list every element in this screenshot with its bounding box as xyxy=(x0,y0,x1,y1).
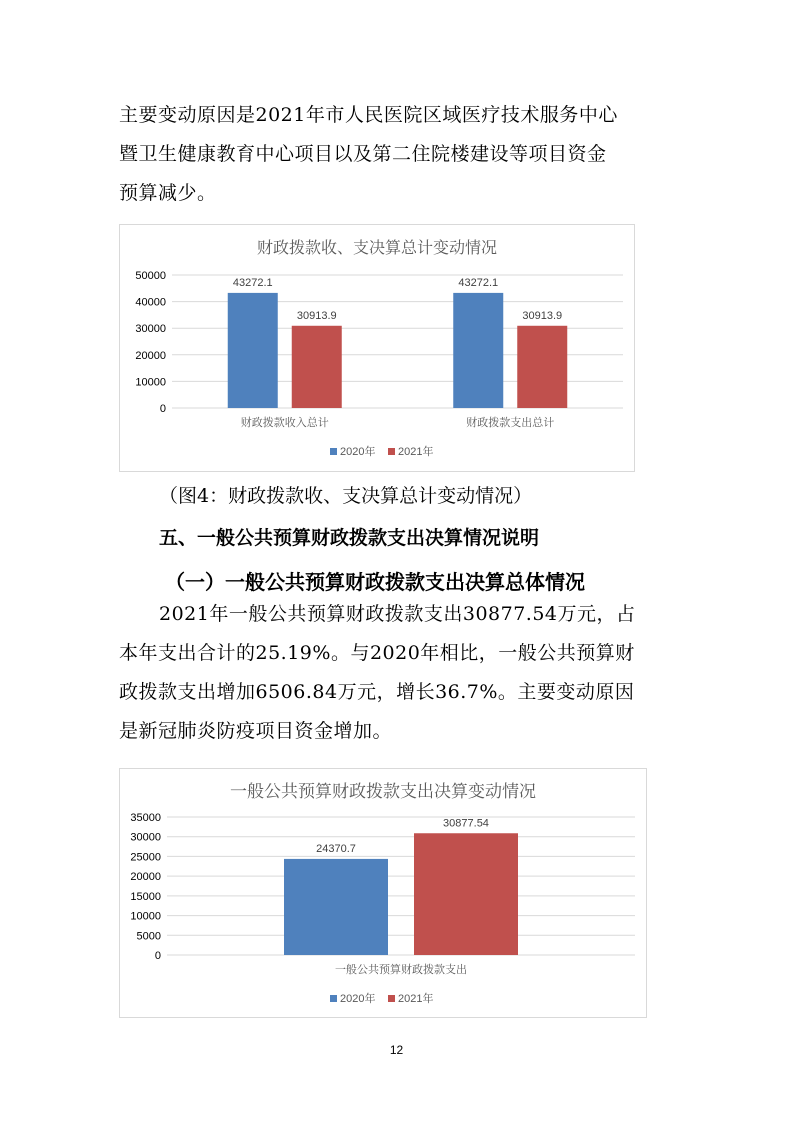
legend-swatch xyxy=(388,995,395,1002)
y-tick-label: 30000 xyxy=(135,323,166,336)
bar xyxy=(517,326,567,408)
chart-fiscal-totals xyxy=(119,224,635,472)
legend-swatch xyxy=(330,995,337,1002)
bar xyxy=(284,859,388,955)
y-tick-label: 0 xyxy=(154,950,161,962)
y-tick-label: 10000 xyxy=(130,910,161,923)
y-tick-label: 30000 xyxy=(130,831,161,844)
text-line: 本年支出合计的25.19%。与2020年相比，一般公共预算财 xyxy=(119,642,635,664)
data-label: 30913.9 xyxy=(522,309,563,322)
text-line: 主要变动原因是2021年市人民医院区域医疗技术服务中心 xyxy=(119,104,618,126)
chart-title: 财政拨款收、支决算总计变动情况 xyxy=(256,238,498,257)
legend-label: 2021年 xyxy=(398,446,434,458)
legend-swatch xyxy=(388,448,395,455)
y-tick-label: 20000 xyxy=(130,871,161,884)
y-tick-label: 0 xyxy=(159,403,166,415)
page-number: 12 xyxy=(389,1043,404,1057)
text-line: 2021年一般公共预算财政拨款支出30877.54万元，占 xyxy=(159,603,636,625)
paragraph-expenditure xyxy=(119,595,679,751)
subsection-heading: （一）一般公共预算财政拨款支出决算总体情况 xyxy=(165,570,585,594)
bar xyxy=(414,833,518,955)
paragraph-reason xyxy=(119,96,679,213)
chart-general-budget xyxy=(119,768,647,1018)
y-tick-label: 10000 xyxy=(135,376,166,389)
legend-label: 2020年 xyxy=(340,993,376,1005)
y-tick-label: 15000 xyxy=(130,890,161,903)
y-tick-label: 50000 xyxy=(135,270,166,282)
category-label: 财政拨款收入总计 xyxy=(240,416,329,429)
category-label: 一般公共预算财政拨款支出 xyxy=(335,963,467,976)
text-line: 是新冠肺炎防疫项目资金增加。 xyxy=(119,720,393,742)
y-tick-label: 5000 xyxy=(136,930,161,943)
chart-general-budget-svg xyxy=(120,769,646,1017)
y-tick-label: 40000 xyxy=(135,296,166,309)
legend-swatch xyxy=(330,448,337,455)
data-label: 30913.9 xyxy=(296,309,337,322)
data-label: 43272.1 xyxy=(458,276,499,289)
section-heading: 五、一般公共预算财政拨款支出决算情况说明 xyxy=(159,527,540,549)
category-label: 财政拨款支出总计 xyxy=(466,416,555,429)
bar xyxy=(292,326,342,408)
y-tick-label: 20000 xyxy=(135,349,166,362)
bar xyxy=(453,293,503,408)
y-tick-label: 35000 xyxy=(130,812,161,824)
data-label: 24370.7 xyxy=(316,842,356,855)
chart-fiscal-totals-svg xyxy=(120,225,634,471)
figure-caption: （图4：财政拨款收、支决算总计变动情况） xyxy=(159,485,533,507)
text-line: 政拨款支出增加6506.84万元，增长36.7%。主要变动原因 xyxy=(119,681,635,703)
data-label: 30877.54 xyxy=(443,817,489,830)
data-label: 43272.1 xyxy=(232,276,273,289)
text-line: 预算减少。 xyxy=(119,182,217,204)
legend-label: 2020年 xyxy=(340,446,376,458)
legend-label: 2021年 xyxy=(398,993,434,1005)
y-tick-label: 25000 xyxy=(130,851,161,864)
text-line: 暨卫生健康教育中心项目以及第二住院楼建设等项目资金 xyxy=(119,143,607,165)
bar xyxy=(228,293,278,408)
chart-title: 一般公共预算财政拨款支出决算变动情况 xyxy=(230,782,536,802)
